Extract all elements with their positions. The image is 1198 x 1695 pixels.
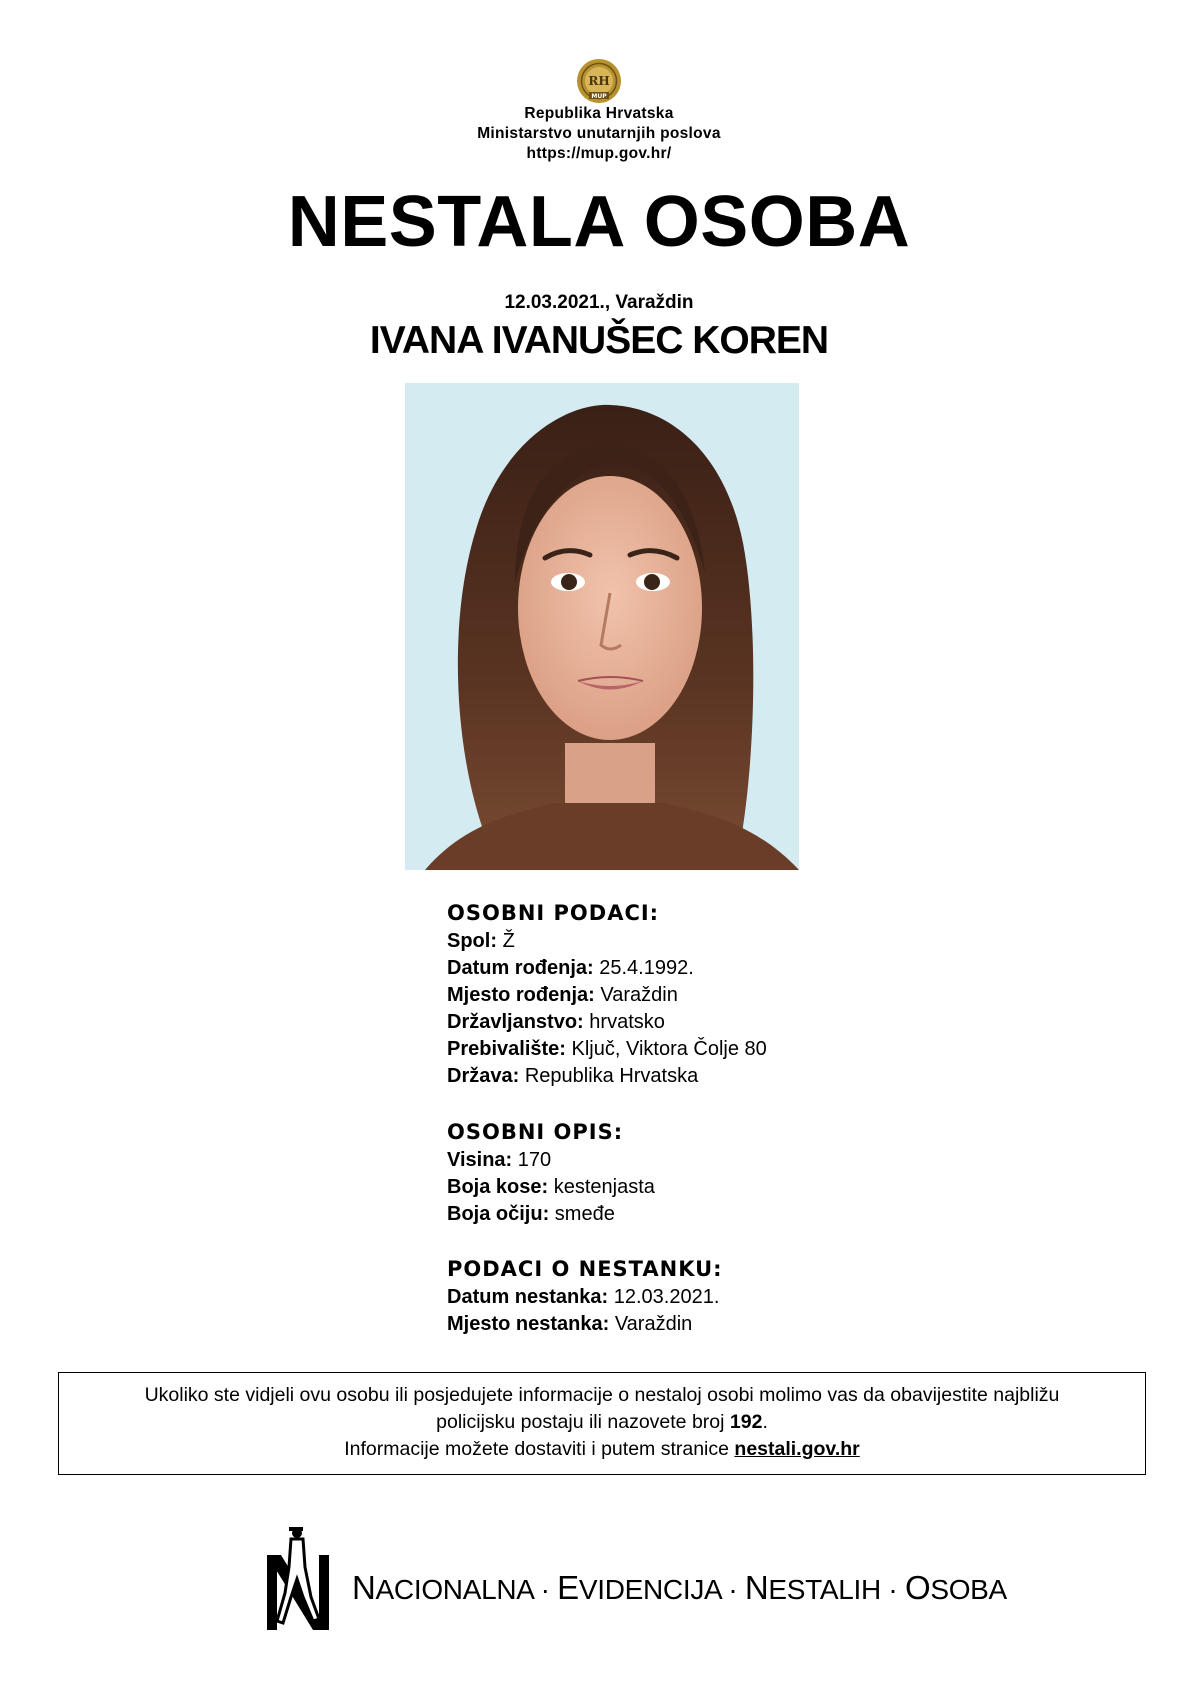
info-label: Mjesto rođenja:	[447, 984, 595, 1006]
info-value: smeđe	[554, 1203, 615, 1225]
svg-text:MUP: MUP	[591, 93, 607, 100]
info-row	[447, 1201, 1007, 1228]
person-photo	[405, 383, 799, 870]
org-ministry: Ministarstvo unutarnjih poslova	[477, 125, 721, 142]
info-label: Boja očiju:	[447, 1203, 550, 1225]
svg-text:RH: RH	[588, 74, 610, 88]
coat-of-arms-seal-icon	[576, 58, 622, 104]
info-label: Datum rođenja:	[447, 957, 594, 979]
disappearance-section	[447, 1254, 1007, 1338]
section-heading: OSOBNI OPIS:	[447, 1120, 624, 1144]
info-label: Boja kose:	[447, 1176, 549, 1198]
info-value: Ž	[502, 930, 515, 952]
notice-text: policijsku postaju ili nazovete broj	[436, 1411, 730, 1433]
footer-word-rest: SOBA	[930, 1574, 1007, 1605]
info-label: Država:	[447, 1065, 520, 1087]
info-row	[447, 982, 1007, 1009]
info-row	[447, 955, 1007, 982]
footer-separator: ·	[888, 1574, 898, 1605]
info-row	[447, 1009, 1007, 1036]
section-heading: PODACI O NESTANKU:	[447, 1257, 723, 1281]
info-value: Varaždin	[614, 1313, 693, 1335]
footer-word-cap: O	[904, 1569, 931, 1606]
footer-word-rest: VIDENCIJA	[578, 1574, 721, 1605]
date-place: 12.03.2021., Varaždin	[504, 292, 694, 313]
info-value: 12.03.2021.	[613, 1286, 720, 1308]
info-label: Visina:	[447, 1149, 513, 1171]
notice-line-3	[59, 1436, 1145, 1463]
info-value: Republika Hrvatska	[524, 1065, 699, 1087]
phone-number[interactable]: 192	[729, 1411, 763, 1433]
notice-text: Informacije možete dostaviti i putem stranice	[344, 1438, 735, 1460]
info-value: kestenjasta	[553, 1176, 655, 1198]
footer-organization-name	[352, 1570, 1007, 1608]
info-label: Prebivalište:	[447, 1038, 566, 1060]
footer-word-cap: N	[744, 1569, 769, 1606]
section-heading: OSOBNI PODACI:	[447, 901, 660, 925]
notice-text: .	[762, 1411, 768, 1433]
info-value: Varaždin	[600, 984, 678, 1006]
info-label: Državljanstvo:	[447, 1011, 584, 1033]
info-value: Ključ, Viktora Čolje 80	[571, 1038, 767, 1060]
footer-word-cap: E	[557, 1569, 579, 1606]
page-title: NESTALA OSOBA	[287, 182, 911, 262]
info-row	[447, 1284, 1007, 1311]
info-row	[447, 1174, 1007, 1201]
info-row	[447, 1063, 1007, 1090]
info-label: Datum nestanka:	[447, 1286, 609, 1308]
footer-separator: ·	[540, 1574, 550, 1605]
info-label: Spol:	[447, 930, 497, 952]
info-row	[447, 1147, 1007, 1174]
footer-separator: ·	[728, 1574, 738, 1605]
info-row	[447, 1036, 1007, 1063]
info-row	[447, 1311, 1007, 1338]
info-value: 25.4.1992.	[599, 957, 694, 979]
info-value: 170	[517, 1149, 552, 1171]
info-label: Mjesto nestanka:	[447, 1313, 610, 1335]
footer-word-rest: ACIONALNA	[375, 1574, 534, 1605]
personal-description-section	[447, 1117, 1007, 1228]
person-name: IVANA IVANUŠEC KOREN	[369, 319, 829, 362]
personal-data-section	[447, 898, 1007, 1090]
info-value: hrvatsko	[589, 1011, 665, 1033]
nestali-link[interactable]: nestali.gov.hr	[734, 1438, 860, 1460]
footer-word-rest: ESTALIH	[768, 1574, 881, 1605]
org-url[interactable]: https://mup.gov.hr/	[526, 145, 672, 162]
contact-notice-box	[58, 1372, 1146, 1475]
notice-line-1: Ukoliko ste vidjeli ovu osobu ili posjedujete informacije o nestaloj osobi molimo vas da obavijestite najbližu	[144, 1384, 1060, 1406]
info-row	[447, 928, 1007, 955]
walking-person-logo-icon	[267, 1527, 333, 1630]
footer-word-cap: N	[352, 1569, 376, 1606]
org-country: Republika Hrvatska	[524, 105, 674, 122]
notice-line-2	[59, 1409, 1145, 1436]
